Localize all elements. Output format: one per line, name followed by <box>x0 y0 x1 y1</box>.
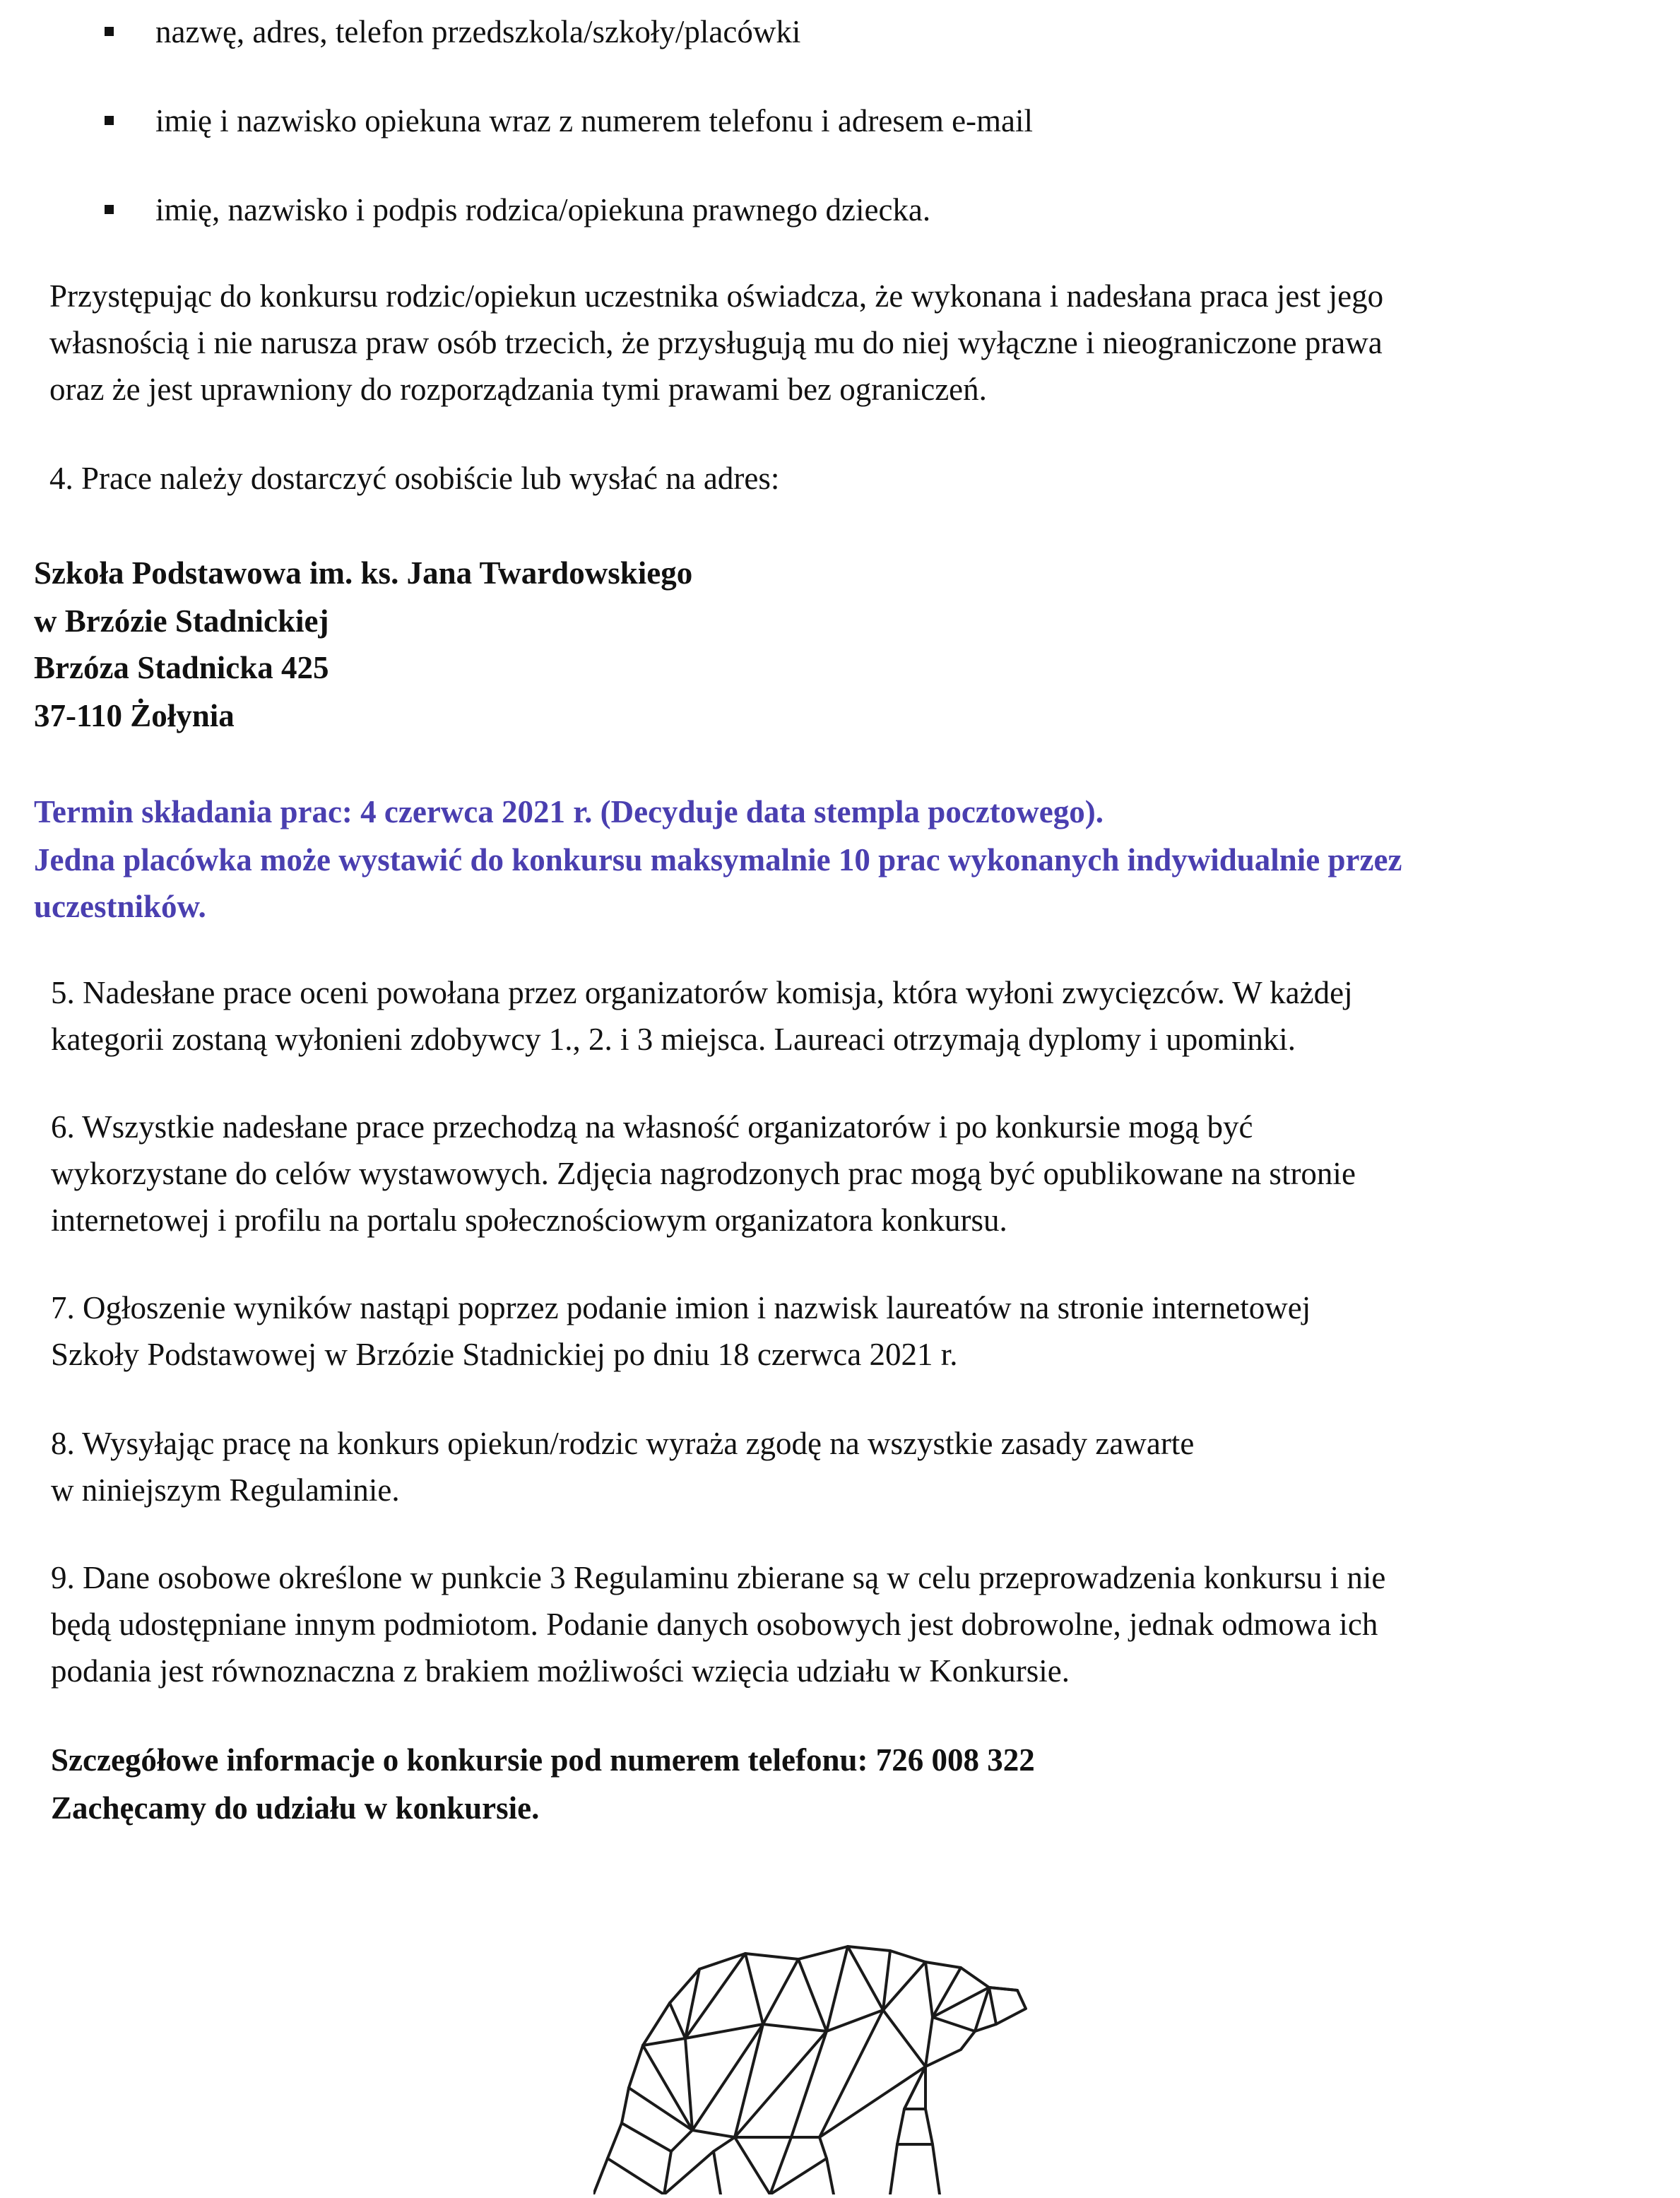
paragraph-line: 5. Nadesłane prace oceni powołana przez organizatorów komisja, która wyłoni zwycięzców. W każdej <box>51 975 1353 1010</box>
deadline-line: Termin składania prac: 4 czerwca 2021 r. (Decyduje data stempla pocztowego). <box>34 794 1104 829</box>
address-line: 37-110 Żołynia <box>34 698 235 733</box>
address-line: Brzóza Stadnicka 425 <box>34 650 329 685</box>
paragraph-line: Szkoły Podstawowej w Brzózie Stadnickiej po dniu 18 czerwca 2021 r. <box>51 1337 958 1372</box>
paragraph-line: 9. Dane osobowe określone w punkcie 3 Regulaminu zbierane są w celu przeprowadzenia konkursu i nie <box>51 1560 1386 1595</box>
paragraph-line: podania jest równoznaczna z brakiem możliwości wzięcia udziału w Konkursie. <box>51 1653 1070 1689</box>
bullet-square-icon <box>105 205 114 214</box>
item-4: 4. Prace należy dostarczyć osobiście lub wysłać na adres: <box>49 461 780 496</box>
invitation-line: Zachęcamy do udziału w konkursie. <box>51 1790 540 1826</box>
bullet-square-icon <box>105 27 114 36</box>
geometric-bear-icon <box>593 1925 1031 2194</box>
paragraph-line: własnością i nie narusza praw osób trzecich, że przysługują mu do niej wyłączne i nieograniczone prawa <box>49 325 1383 360</box>
list-item: nazwę, adres, telefon przedszkola/szkoły/placówki <box>155 14 801 49</box>
paragraph-line: 6. Wszystkie nadesłane prace przechodzą na własność organizatorów i po konkursie mogą być <box>51 1109 1253 1145</box>
paragraph-line: 7. Ogłoszenie wyników nastąpi poprzez podanie imion i nazwisk laureatów na stronie internetowej <box>51 1290 1311 1325</box>
address-line: w Brzózie Stadnickiej <box>34 603 329 639</box>
deadline-line: uczestników. <box>34 889 206 924</box>
paragraph-line: będą udostępniane innym podmiotom. Podanie danych osobowych jest dobrowolne, jednak odmowa ich <box>51 1607 1378 1642</box>
paragraph-line: Przystępując do konkursu rodzic/opiekun uczestnika oświadcza, że wykonana i nadesłana praca jest jego <box>49 278 1384 314</box>
paragraph-line: kategorii zostaną wyłonieni zdobywcy 1., 2. i 3 miejsca. Laureaci otrzymają dyplomy i upominki. <box>51 1022 1296 1057</box>
paragraph-line: oraz że jest uprawniony do rozporządzania tymi prawami bez ograniczeń. <box>49 372 987 407</box>
address-line: Szkoła Podstawowa im. ks. Jana Twardowskiego <box>34 555 693 591</box>
paragraph-line: wykorzystane do celów wystawowych. Zdjęcia nagrodzonych prac mogą być opublikowane na stronie <box>51 1156 1356 1191</box>
list-item: imię, nazwisko i podpis rodzica/opiekuna prawnego dziecka. <box>155 192 931 228</box>
paragraph-line: w niniejszym Regulaminie. <box>51 1472 400 1508</box>
paragraph-line: internetowej i profilu na portalu społecznościowym organizatora konkursu. <box>51 1203 1007 1238</box>
list-item: imię i nazwisko opiekuna wraz z numerem telefonu i adresem e-mail <box>155 103 1034 138</box>
contact-line: Szczegółowe informacje o konkursie pod numerem telefonu: 726 008 322 <box>51 1742 1035 1778</box>
bullet-square-icon <box>105 116 114 125</box>
deadline-line: Jedna placówka może wystawić do konkursu maksymalnie 10 prac wykonanych indywidualnie przez <box>34 842 1402 878</box>
paragraph-line: 8. Wysyłając pracę na konkurs opiekun/rodzic wyraża zgodę na wszystkie zasady zawarte <box>51 1426 1195 1461</box>
